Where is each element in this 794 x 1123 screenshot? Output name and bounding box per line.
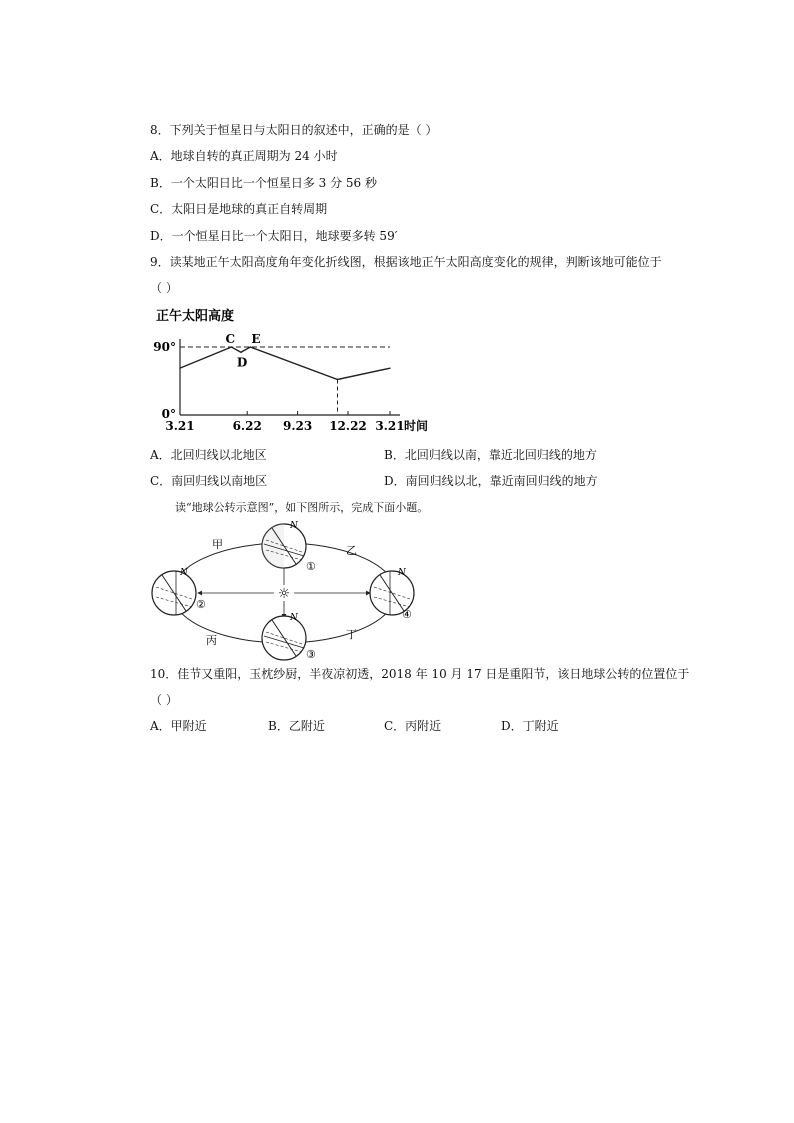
earth-1-north-label: N [290,521,298,531]
sun-icon: ☼ [277,586,291,602]
data-point [179,368,180,369]
q10-option-d: D．丁附近 [501,719,559,733]
earth-3-north-label: N [290,613,298,623]
orbit-intro: 读“地球公转示意图”，如下图所示，完成下面小题。 [175,501,429,514]
earth-2-north-label: N [180,568,188,578]
data-point [389,368,390,369]
point-label: E [251,332,261,346]
season-label-jia: 甲 [212,538,223,551]
q10-stem-cont: （ ） [150,693,178,707]
data-point [231,346,232,347]
season-label-yi: 乙 [346,544,357,557]
q9-option-d: D．南回归线以北，靠近南回归线的地方 [384,474,598,488]
q10-stem: 10．佳节又重阳，玉枕纱厨，半夜凉初透，2018 年 10 月 17 日是重阳节，该日地球公转的位置位于 [150,667,690,681]
position-label-1: ① [306,560,316,573]
season-label-ding: 丁 [346,628,357,641]
data-point [240,352,241,353]
season-label-bing: 丙 [206,634,217,647]
q9-option-c: C．南回归线以南地区 [150,474,268,488]
x-tick-label: 3.21 [375,419,405,433]
earth-position-2 [152,568,196,615]
q10-option-b: B．乙附近 [268,719,325,733]
point-label: C [225,332,236,346]
data-point [250,346,251,347]
q8-stem: 8．下列关于恒星日与太阳日的叙述中，正确的是（ ） [150,123,438,137]
x-tick-label: 6.22 [232,419,262,433]
point-label: D [236,355,248,370]
position-label-2: ② [196,598,206,611]
earth-4-north-label: N [398,568,406,578]
position-label-4: ④ [402,608,412,621]
y-tick-label: 90° [153,340,176,354]
x-tick-label: 3.21 [165,419,195,433]
noon-sun-altitude-chart [150,300,450,440]
series-line [180,347,390,379]
q8-option-b: B．一个太阳日比一个恒星日多 3 分 56 秒 [150,176,377,190]
earth-position-1 [262,521,306,568]
q8-option-d: D．一个恒星日比一个太阳日，地球要多转 59′ [150,229,398,243]
q9-stem-cont: （ ） [150,281,178,295]
chart-title: 正午太阳高度 [156,309,235,324]
q10-option-c: C．丙附近 [384,719,442,733]
q10-option-a: A．甲附近 [150,719,207,733]
x-tick-label: 9.23 [282,419,313,433]
q8-option-a: A．地球自转的真正周期为 24 小时 [150,149,338,163]
q8-option-c: C．太阳日是地球的真正自转周期 [150,202,328,216]
earth-position-3 [262,613,306,660]
q9-option-a: A．北回归线以北地区 [150,448,267,462]
x-axis-label: 时间 [404,419,429,433]
q9-option-b: B．北回归线以南，靠近北回归线的地方 [384,448,597,462]
position-label-3: ③ [306,648,316,661]
earth-orbit-diagram [148,518,428,663]
q9-stem: 9．读某地正午太阳高度角年变化折线图，根据该地正午太阳高度变化的规律，判断该地可能位于 [150,255,662,269]
y-tick-label: 0° [161,407,176,421]
x-tick-label: 12.22 [329,419,367,433]
